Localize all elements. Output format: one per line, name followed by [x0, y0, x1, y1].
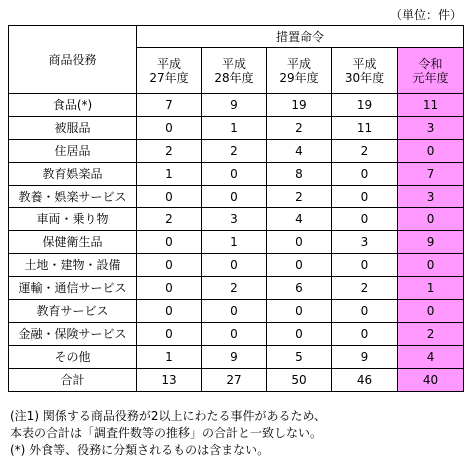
- table-cell: 2: [332, 277, 398, 300]
- table-cell: 2: [267, 185, 332, 208]
- table-cell: 0: [332, 185, 398, 208]
- table-cell: 2: [202, 139, 267, 162]
- table-cell: 19: [267, 94, 332, 117]
- table-cell: 2: [332, 139, 398, 162]
- table-cell: 0: [137, 254, 202, 277]
- column-header-line2: 28年度: [214, 70, 254, 85]
- table-cell: 7: [398, 162, 464, 185]
- table-cell: 0: [202, 300, 267, 323]
- row-label: 土地・建物・設備: [9, 254, 137, 277]
- table-cell: 0: [267, 254, 332, 277]
- table-cell: 3: [398, 185, 464, 208]
- table-cell: 9: [202, 345, 267, 368]
- table-cell: 1: [202, 116, 267, 139]
- column-header-0: [137, 48, 202, 94]
- table-cell: 0: [202, 254, 267, 277]
- row-label: 教養・娯楽サービス: [9, 185, 137, 208]
- table-cell: 4: [267, 139, 332, 162]
- table-cell: 0: [137, 277, 202, 300]
- table-cell: 3: [398, 116, 464, 139]
- row-label: 車両・乗り物: [9, 208, 137, 231]
- table-cell: 2: [137, 208, 202, 231]
- table-cell: 0: [137, 231, 202, 254]
- table-cell: 27: [202, 368, 267, 391]
- column-header-line1: 平成: [352, 56, 377, 71]
- column-header-line1: 令和: [418, 56, 443, 71]
- table-cell: 0: [398, 254, 464, 277]
- table-row: [9, 94, 464, 117]
- table-row: [9, 322, 464, 345]
- row-label: 食品(*): [9, 94, 137, 117]
- table-row: [9, 139, 464, 162]
- table-cell: 1: [137, 345, 202, 368]
- row-label: 運輸・通信サービス: [9, 277, 137, 300]
- table-cell: 0: [398, 139, 464, 162]
- table-cell: 9: [202, 94, 267, 117]
- table-row: [9, 368, 464, 391]
- table-cell: 0: [398, 208, 464, 231]
- table-cell: 0: [332, 208, 398, 231]
- unit-label: （単位：件）: [389, 8, 462, 22]
- column-header-4: [398, 48, 464, 94]
- table-cell: 4: [398, 345, 464, 368]
- table-row: [9, 162, 464, 185]
- column-header-line2: 元年度: [412, 70, 449, 85]
- group-header: 措置命令: [137, 26, 464, 48]
- table-cell: 11: [398, 94, 464, 117]
- table-row: [9, 231, 464, 254]
- column-header-2: [267, 48, 332, 94]
- column-header-line1: 平成: [156, 56, 181, 71]
- table-cell: 0: [202, 322, 267, 345]
- column-header-line2: 27年度: [149, 70, 189, 85]
- table-cell: 9: [332, 345, 398, 368]
- row-label: 教育サービス: [9, 300, 137, 323]
- footnote-3: (*) 外食等、役務に分類されるものは含まない。: [10, 443, 270, 457]
- row-label: 保健衛生品: [9, 231, 137, 254]
- footnote-2: 本表の合計は「調査件数等の推移」の合計と一致しない。: [10, 426, 323, 440]
- column-header-line1: 平成: [286, 56, 311, 71]
- table-cell: 0: [137, 322, 202, 345]
- column-header-line1: 平成: [221, 56, 246, 71]
- table-cell: 0: [202, 185, 267, 208]
- table-cell: 0: [202, 162, 267, 185]
- table-cell: 9: [398, 231, 464, 254]
- table-cell: 0: [332, 322, 398, 345]
- table-cell: 2: [202, 277, 267, 300]
- table-cell: 4: [267, 208, 332, 231]
- table-cell: 0: [332, 254, 398, 277]
- table-cell: 0: [137, 300, 202, 323]
- table-cell: 0: [267, 231, 332, 254]
- table-cell: 40: [398, 368, 464, 391]
- table-cell: 19: [332, 94, 398, 117]
- table-row: [9, 208, 464, 231]
- table-row: [9, 116, 464, 139]
- table-cell: 7: [137, 94, 202, 117]
- row-label: 住居品: [9, 139, 137, 162]
- footnotes: [10, 408, 326, 459]
- row-label: 教育娯楽品: [9, 162, 137, 185]
- table-cell: 6: [267, 277, 332, 300]
- table-cell: 2: [137, 139, 202, 162]
- table-cell: 11: [332, 116, 398, 139]
- row-label: 被服品: [9, 116, 137, 139]
- column-header-line2: 29年度: [279, 70, 319, 85]
- table-cell: 0: [137, 185, 202, 208]
- table-cell: 2: [267, 116, 332, 139]
- table-cell: 0: [267, 322, 332, 345]
- table-cell: 0: [137, 116, 202, 139]
- table-row: [9, 300, 464, 323]
- table-cell: 8: [267, 162, 332, 185]
- row-label: その他: [9, 345, 137, 368]
- table-cell: 1: [137, 162, 202, 185]
- table-cell: 0: [267, 300, 332, 323]
- table-row: [9, 345, 464, 368]
- column-header-line2: 30年度: [344, 70, 385, 85]
- table-cell: 0: [398, 300, 464, 323]
- table-cell: 2: [398, 322, 464, 345]
- table-cell: 1: [398, 277, 464, 300]
- table-row: [9, 254, 464, 277]
- row-label: 合計: [9, 368, 137, 391]
- table-cell: 0: [332, 162, 398, 185]
- row-label: 金融・保険サービス: [9, 322, 137, 345]
- table-cell: 13: [137, 368, 202, 391]
- column-header-1: [202, 48, 267, 94]
- table-cell: 1: [202, 231, 267, 254]
- footnote-1: (注1) 関係する商品役務が2以上にわたる事件があるため、: [10, 409, 326, 423]
- row-header: 商品役務: [9, 26, 137, 94]
- table-cell: 5: [267, 345, 332, 368]
- table-row: [9, 185, 464, 208]
- measures-table: [8, 25, 464, 392]
- table-row: [9, 277, 464, 300]
- table-cell: 3: [202, 208, 267, 231]
- table-cell: 3: [332, 231, 398, 254]
- table-cell: 0: [332, 300, 398, 323]
- table-cell: 46: [332, 368, 398, 391]
- column-header-3: [332, 48, 398, 94]
- table-cell: 50: [267, 368, 332, 391]
